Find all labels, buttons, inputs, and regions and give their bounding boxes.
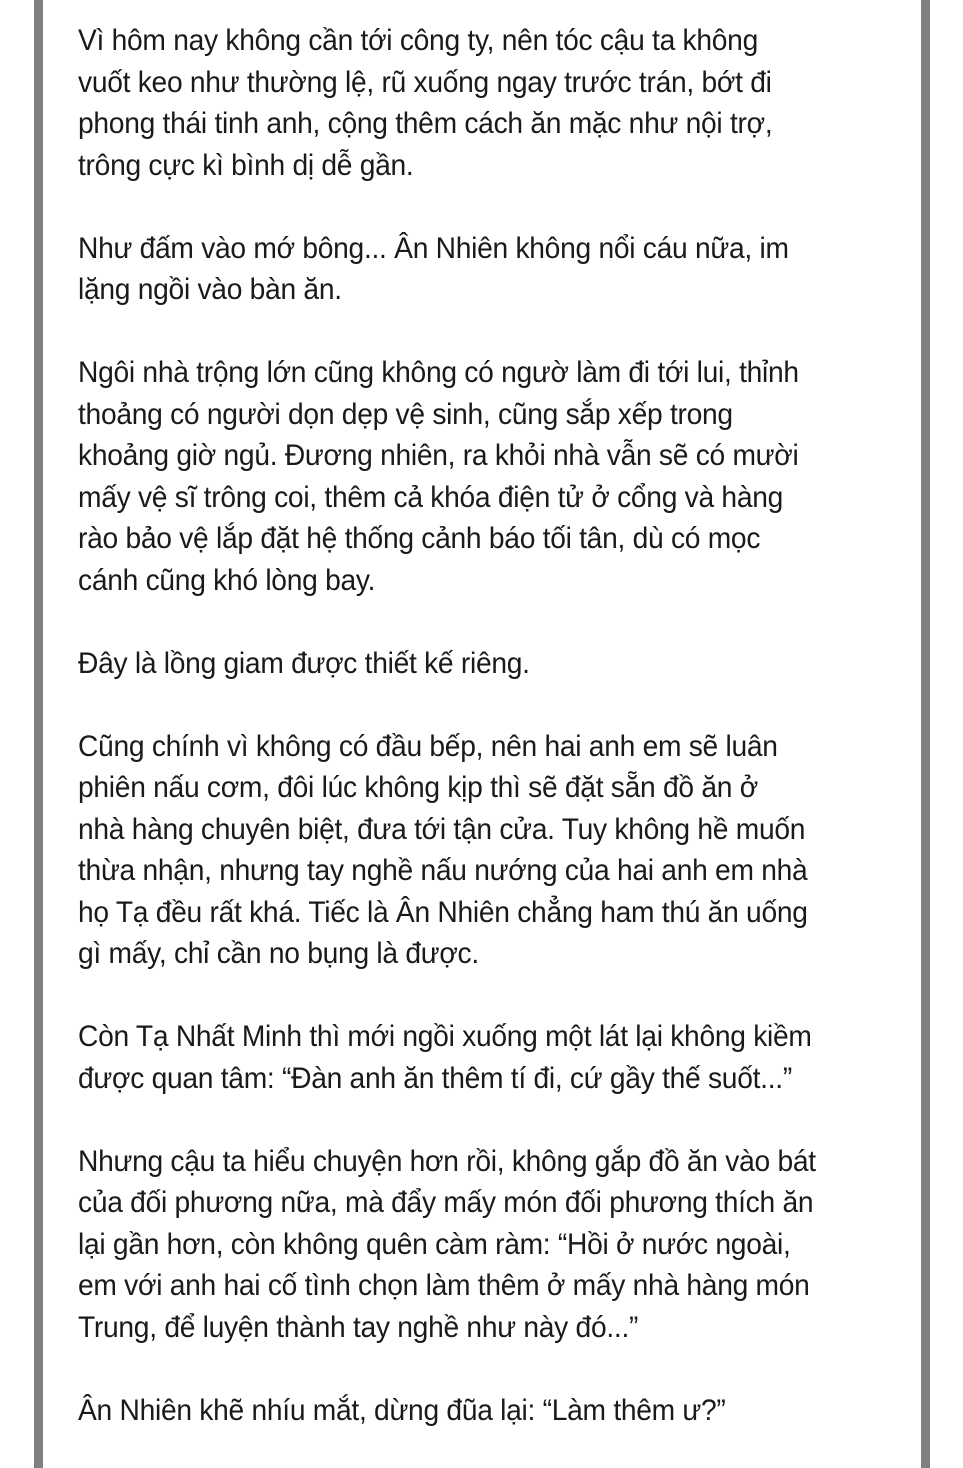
text-line: trông cực kì bình dị dễ gần. xyxy=(78,148,414,182)
text-line: Ngôi nhà trộng lớn cũng không có ngườ làm đi tới lui, thỉnh xyxy=(78,356,799,389)
text-line: lặng ngồi vào bàn ăn. xyxy=(78,273,342,306)
text-line: Như đấm vào mớ bông... Ân Nhiên không nổi cáu nữa, im xyxy=(78,231,789,265)
text-line: Vì hôm nay không cần tới công ty, nên tóc cậu ta không xyxy=(78,24,758,57)
text-body xyxy=(78,20,905,1468)
text-line: mấy vệ sĩ trông coi, thêm cả khóa điện tử ở cổng và hàng xyxy=(78,480,784,514)
text-line: thừa nhận, nhưng tay nghề nấu nướng của hai anh em nhà xyxy=(78,854,808,887)
paragraph xyxy=(78,1141,905,1349)
text-line: rào bảo vệ lắp đặt hệ thống cảnh báo tối tân, dù có mọc xyxy=(78,522,761,555)
paragraph xyxy=(78,20,905,186)
text-line: Còn Tạ Nhất Minh thì mới ngồi xuống một lát lại không kiềm xyxy=(78,1020,812,1053)
text-line: của đối phương nữa, mà đẩy mấy món đối phương thích ăn xyxy=(78,1186,814,1219)
text-line: thoảng có người dọn dẹp vệ sinh, cũng sắp xếp trong xyxy=(78,397,733,431)
text-line: được quan tâm: “Đàn anh ăn thêm tí đi, cứ gầy thế suốt...” xyxy=(78,1061,792,1095)
text-line: Trung, để luyện thành tay nghề như này đó...” xyxy=(78,1310,639,1344)
text-line: nhà hàng chuyên biệt, đưa tới tận cửa. Tuy không hề muốn xyxy=(78,812,806,846)
text-line: cánh cũng khó lòng bay. xyxy=(78,563,376,597)
paragraph xyxy=(78,643,905,685)
text-line: Cũng chính vì không có đầu bếp, nên hai anh em sẽ luân xyxy=(78,729,778,763)
text-line: Nhưng cậu ta hiểu chuyện hơn rồi, không gắp đồ ăn vào bát xyxy=(78,1144,816,1178)
text-line: lại gần hơn, còn không quên càm ràm: “Hồi ở nước ngoài, xyxy=(78,1227,791,1261)
paragraph xyxy=(78,726,905,975)
text-line: Đây là lồng giam được thiết kế riêng. xyxy=(78,646,530,680)
right-border xyxy=(921,0,930,1468)
paragraph xyxy=(78,1390,905,1432)
paragraph xyxy=(78,1016,905,1099)
paragraph xyxy=(78,352,905,601)
text-line: Ân Nhiên khẽ nhíu mắt, dừng đũa lại: “Làm thêm ư?” xyxy=(78,1393,726,1427)
text-line: phong thái tinh anh, cộng thêm cách ăn mặc như nội trợ, xyxy=(78,107,773,140)
text-line: họ Tạ đều rất khá. Tiếc là Ân Nhiên chẳng ham thú ăn uống xyxy=(78,895,808,929)
paragraph xyxy=(78,228,905,311)
text-line: phiên nấu cơm, đôi lúc không kịp thì sẽ đặt sẵn đồ ăn ở xyxy=(78,771,758,804)
text-line: vuốt keo như thường lệ, rũ xuống ngay trước trán, bớt đi xyxy=(78,65,772,99)
text-line: gì mấy, chỉ cần no bụng là được. xyxy=(78,937,479,970)
left-border xyxy=(34,0,43,1468)
text-line: khoảng giờ ngủ. Đương nhiên, ra khỏi nhà vẫn sẽ có mười xyxy=(78,439,799,472)
text-line: em với anh hai cố tình chọn làm thêm ở mấy nhà hàng món xyxy=(78,1269,810,1302)
